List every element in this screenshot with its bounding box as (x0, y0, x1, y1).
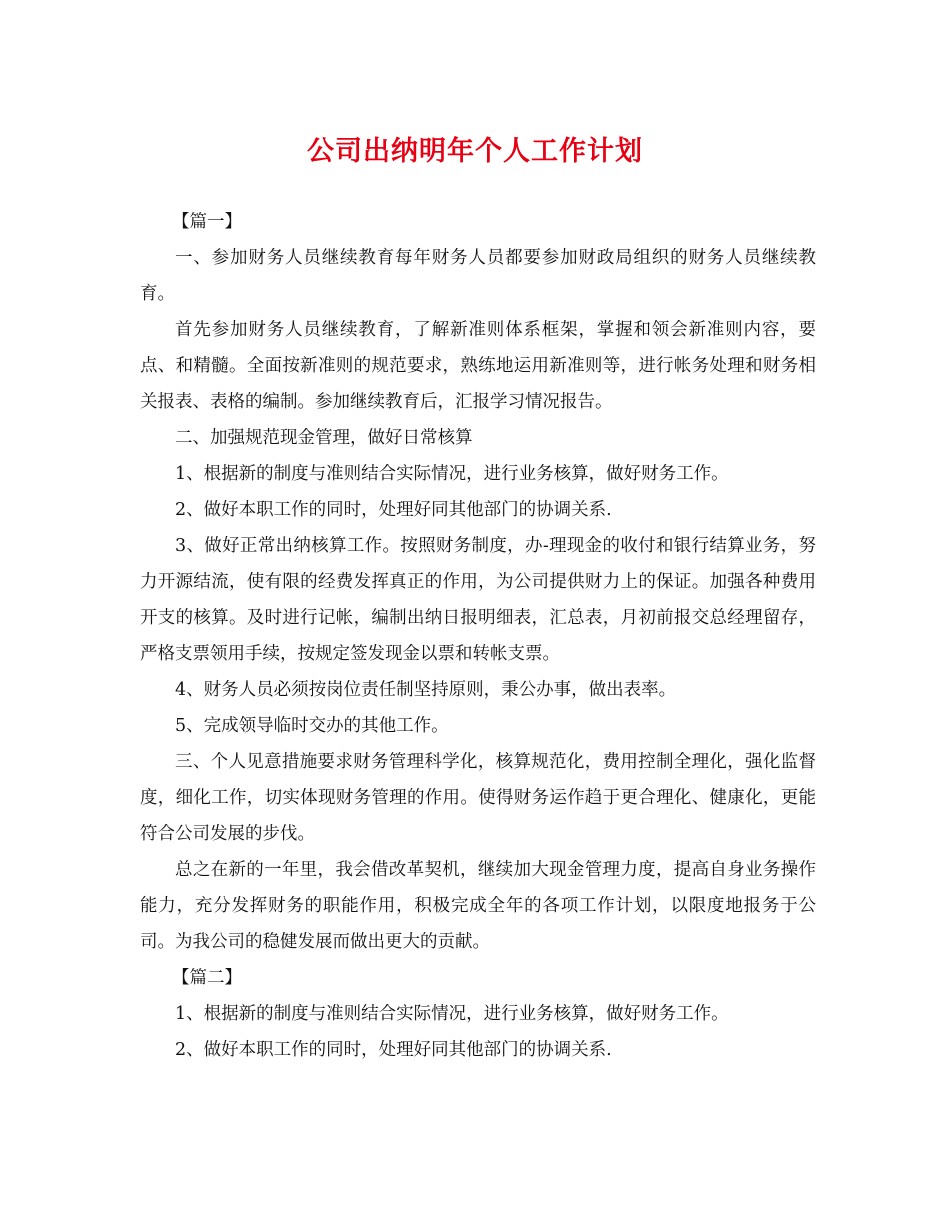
paragraph: 1、根据新的制度与准则结合实际情况，进行业务核算，做好财务工作。 (175, 1004, 729, 1024)
paragraph: 1、根据新的制度与准则结合实际情况，进行业务核算，做好财务工作。 (175, 464, 729, 484)
paragraph: 2、做好本职工作的同时，处理好同其他部门的协调关系. (175, 1040, 612, 1060)
document-title: 公司出纳明年个人工作计划 (307, 136, 643, 167)
paragraph: 5、完成领导临时交办的其他工作。 (175, 716, 449, 736)
paragraph: 4、财务人员必须按岗位责任制坚持原则，秉公办事，做出表率。 (175, 680, 677, 700)
document-body (140, 204, 816, 1068)
paragraph: 3、做好正常出纳核算工作。按照财务制度，办-理现金的收付和银行结算业务，努力开源结流，使有限的经费发挥真正的作用，为公司提供财力上的保证。加强各种费用开支的核算。及时进行记帐，编制出纳日报明细表，汇总表，月初前报交总经理留存，严格支票领用手续，按规定签发现金以票和转帐支票。 (140, 536, 816, 664)
section-heading-1: 【篇一】 (172, 212, 242, 232)
paragraph: 首先参加财务人员继续教育，了解新准则体系框架，掌握和领会新准则内容，要点、和精髓。全面按新准则的规范要求，熟练地运用新准则等，进行帐务处理和财务相关报表、表格的编制。参加继续教育后，汇报学习情况报告。 (140, 320, 816, 412)
section-heading-2: 【篇二】 (172, 968, 242, 988)
paragraph: 三、个人见意措施要求财务管理科学化，核算规范化，费用控制全理化，强化监督度，细化工作，切实体现财务管理的作用。使得财务运作趋于更合理化、健康化，更能符合公司发展的步伐。 (140, 752, 816, 844)
paragraph: 一、参加财务人员继续教育每年财务人员都要参加财政局组织的财务人员继续教育。 (140, 248, 816, 304)
paragraph: 总之在新的一年里，我会借改革契机，继续加大现金管理力度，提高自身业务操作能力，充分发挥财务的职能作用，积极完成全年的各项工作计划，以限度地报务于公司。为我公司的稳健发展而做出更大的贡献。 (140, 860, 816, 952)
paragraph: 2、做好本职工作的同时，处理好同其他部门的协调关系. (175, 500, 612, 520)
paragraph: 二、加强规范现金管理，做好日常核算 (175, 428, 473, 448)
